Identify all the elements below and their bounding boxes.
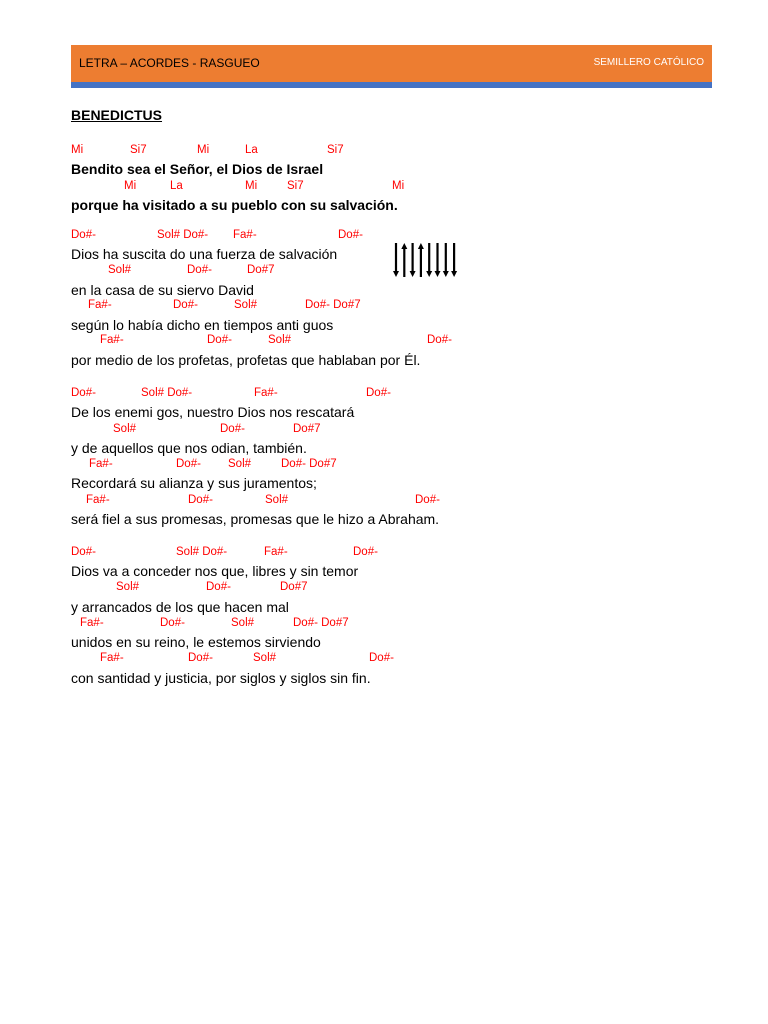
- chord-label: Do#-: [369, 652, 394, 664]
- chord-label: Do#-: [187, 264, 212, 276]
- chord-label: Sol#: [234, 299, 258, 311]
- chord-label: Fa#-: [80, 617, 104, 629]
- chord-label: Mi: [197, 144, 210, 156]
- chord-label: Fa#-: [100, 334, 124, 346]
- lyric-line: y arrancados de los que hacen mal: [71, 599, 289, 615]
- chord-label: La: [170, 180, 183, 192]
- chord-label: Fa#-: [86, 494, 110, 506]
- lyric-line: De los enemi gos, nuestro Dios nos rescatará: [71, 404, 355, 420]
- chord-label: Mi: [71, 144, 84, 156]
- chord-label: Do#-: [176, 458, 201, 470]
- chord-label: Sol#: [231, 617, 255, 629]
- lyric-line: con santidad y justicia, por siglos y siglos sin fin.: [71, 670, 371, 686]
- chord-label: Do#-: [207, 334, 232, 346]
- song-title: BENEDICTUS: [71, 107, 163, 123]
- strum-pattern-icon: [393, 242, 459, 278]
- chord-label: Fa#-: [88, 299, 112, 311]
- chord-label: Mi: [124, 180, 137, 192]
- strum-up-arrow: [418, 243, 424, 277]
- chord-label: Sol#: [268, 334, 292, 346]
- chord-label: Sol# Do#-: [157, 229, 209, 241]
- lyric-line: Dios ha suscita do una fuerza de salvación: [71, 246, 338, 262]
- strum-down-arrow: [435, 243, 441, 277]
- chord-label: Do#-: [71, 387, 96, 399]
- strum-down-arrow: [451, 243, 457, 277]
- chord-label: Do#-: [338, 229, 363, 241]
- chord-label: Do#-: [353, 546, 378, 558]
- lyric-line: Recordará su alianza y sus juramentos;: [71, 475, 317, 491]
- lyric-line: según lo había dicho en tiempos anti guos: [71, 317, 334, 333]
- strum-up-arrow: [401, 243, 407, 277]
- lyric-line: porque ha visitado a su pueblo con su salvación.: [71, 197, 398, 213]
- chord-label: Si7: [287, 180, 304, 192]
- lyric-line: en la casa de su siervo David: [71, 282, 254, 298]
- lyric-line: unidos en su reino, le estemos sirviendo: [71, 634, 321, 650]
- chord-label: Do#-: [220, 423, 245, 435]
- lyric-line: por medio de los profetas, profetas que hablaban por Él.: [71, 352, 421, 368]
- strum-down-arrow: [426, 243, 432, 277]
- strum-down-arrow: [443, 243, 449, 277]
- chord-label: Mi: [392, 180, 405, 192]
- chord-label: Fa#-: [100, 652, 124, 664]
- chord-label: Do#-: [71, 229, 96, 241]
- chord-label: Sol# Do#-: [176, 546, 228, 558]
- header-left-text: LETRA – ACORDES - RASGUEO: [79, 56, 260, 70]
- chord-label: Sol#: [265, 494, 289, 506]
- chord-label: Fa#-: [254, 387, 278, 399]
- chord-label: Si7: [327, 144, 344, 156]
- chord-label: Do#-: [188, 652, 213, 664]
- header-rule: [71, 82, 712, 88]
- chord-label: Do#-: [415, 494, 440, 506]
- chord-label: Do#-: [173, 299, 198, 311]
- chord-label: Sol#: [108, 264, 132, 276]
- chord-label: Fa#-: [264, 546, 288, 558]
- chord-label: Do#-: [71, 546, 96, 558]
- chord-label: Do#-: [366, 387, 391, 399]
- chord-label: Do#-: [206, 581, 231, 593]
- chord-label: Do#7: [293, 423, 321, 435]
- chord-label: Sol# Do#-: [141, 387, 193, 399]
- lyric-line: Bendito sea el Señor, el Dios de Israel: [71, 161, 324, 177]
- chord-label: Do#-: [188, 494, 213, 506]
- lyric-line: Dios va a conceder nos que, libres y sin temor: [71, 563, 359, 579]
- chord-label: Do#-: [160, 617, 185, 629]
- chord-label: Do#7: [280, 581, 308, 593]
- chord-label: Sol#: [228, 458, 252, 470]
- lyric-line: será fiel a sus promesas, promesas que le hizo a Abraham.: [71, 511, 440, 527]
- chord-label: La: [245, 144, 258, 156]
- chord-label: Do#- Do#7: [281, 458, 337, 470]
- lyric-line: y de aquellos que nos odian, también.: [71, 440, 307, 456]
- strum-down-arrow: [410, 243, 416, 277]
- chord-label: Mi: [245, 180, 258, 192]
- chord-label: Fa#-: [89, 458, 113, 470]
- chord-label: Fa#-: [233, 229, 257, 241]
- chord-label: Sol#: [116, 581, 140, 593]
- chord-label: Do#-: [427, 334, 452, 346]
- chord-label: Si7: [130, 144, 147, 156]
- strum-down-arrow: [393, 243, 399, 277]
- chord-label: Sol#: [253, 652, 277, 664]
- chord-label: Do#- Do#7: [293, 617, 349, 629]
- chord-label: Do#7: [247, 264, 275, 276]
- chord-label: Do#- Do#7: [305, 299, 361, 311]
- header-right-text: SEMILLERO CATÓLICO: [593, 57, 704, 68]
- page-header: [71, 45, 712, 82]
- chord-label: Sol#: [113, 423, 137, 435]
